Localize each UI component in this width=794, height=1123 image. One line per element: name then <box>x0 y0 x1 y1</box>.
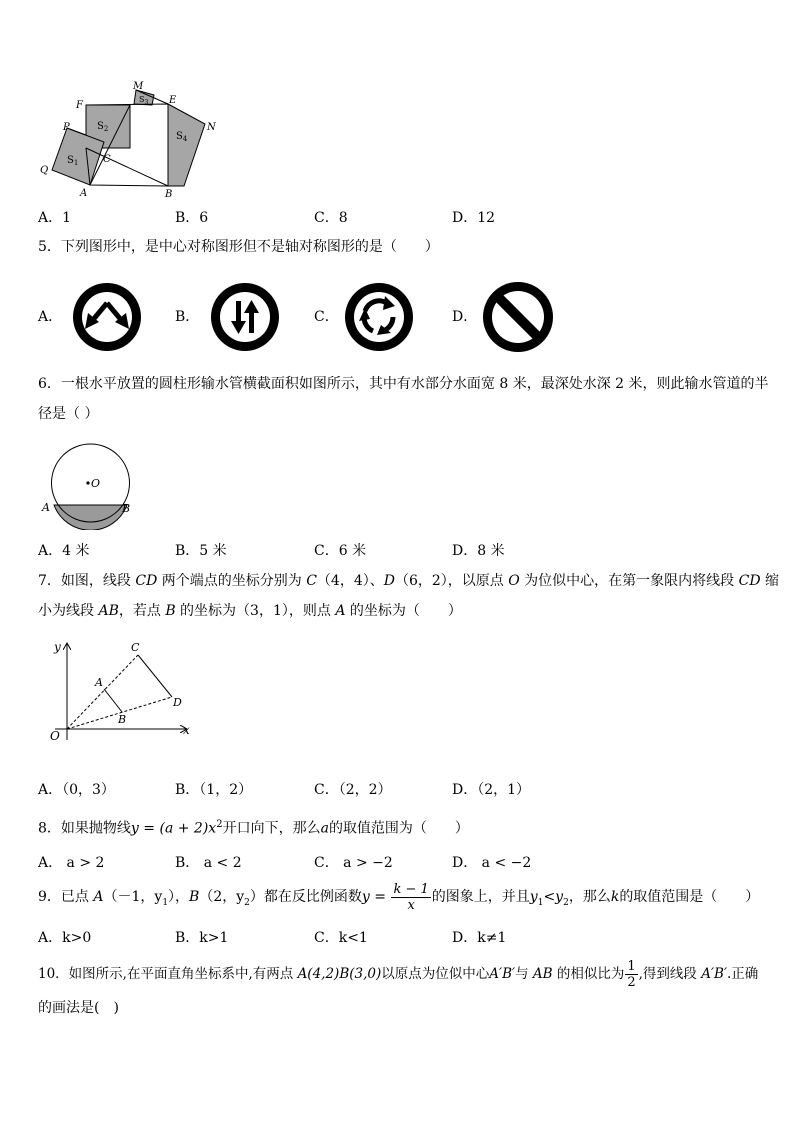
q9-option-b[interactable]: B．k>1 <box>175 930 229 946</box>
q5-option-c-label[interactable]: C． <box>314 309 339 325</box>
q5-option-d-label[interactable]: D． <box>452 309 478 325</box>
segment-ab <box>104 689 122 712</box>
q5-option-a-label[interactable]: A． <box>38 309 63 325</box>
q4-option-a[interactable]: A．1 <box>38 210 72 226</box>
q7-coordinate-figure <box>40 635 200 745</box>
q7-stem-line1: 7．如图，线段 CD 两个端点的坐标分别为 C（4，4）、D（6，2），以原点 O 为位似中心，在第一象限内将线段 CD 缩 <box>38 573 780 589</box>
center-o-dot <box>86 481 89 484</box>
water-segment <box>54 505 127 530</box>
q10-fraction: $\frac{1}{2}$ <box>627 959 636 990</box>
q6-stem-line2: 径是（ ） <box>38 406 99 422</box>
q7-label-a: A <box>95 676 103 689</box>
q4-label-s1: $S_1$ <box>67 155 79 167</box>
q4-label-f: F <box>76 100 83 111</box>
q4-label-b: B <box>165 189 173 200</box>
q6-option-b[interactable]: B．5 米 <box>175 543 227 559</box>
q7-stem-line2: 小为线段 AB，若点 B 的坐标为（3，1），则点 A 的坐标为（ ） <box>38 603 462 619</box>
q5-stem: 5．下列图形中，是中心对称图形但不是轴对称图形的是（ ） <box>38 239 439 255</box>
q6-option-d[interactable]: D．8 米 <box>452 543 505 559</box>
q4-option-b[interactable]: B．6 <box>175 210 209 226</box>
q7-option-c[interactable]: C．（2，2） <box>314 782 392 798</box>
q7-options <box>38 779 758 799</box>
q9-option-a[interactable]: A．k>0 <box>38 930 92 946</box>
q6-label-b: B <box>122 502 131 515</box>
q4-label-a: A <box>80 188 88 199</box>
q4-label-m: M <box>133 81 144 92</box>
roundabout-sign-icon[interactable] <box>343 281 415 353</box>
q6-label-o: O <box>91 477 101 490</box>
q4-options <box>38 207 758 227</box>
q8-option-a[interactable]: A． a > 2 <box>38 855 105 871</box>
q9-fraction: $\frac{k - 1}{x}$ <box>393 881 429 913</box>
segment-ab-diagonal <box>86 148 168 186</box>
q7-label-y: y <box>54 640 61 654</box>
q6-label-a: A <box>42 501 50 514</box>
no-entry-prohibition-sign-icon[interactable] <box>481 280 555 354</box>
q6-option-c[interactable]: C．6 米 <box>314 543 367 559</box>
q8-stem: 8．如果抛物线$y = (a + 2)x^2$开口向下，那么a的取值范围为（ ） <box>38 819 469 837</box>
q4-label-s4: $S_4$ <box>176 131 188 143</box>
q6-stem-line1: 6．一根水平放置的圆柱形输水管横截面积如图所示，其中有水部分水面宽 8 米，最深处水深 2 米，则此输水管道的半 <box>38 376 769 392</box>
q9-options <box>38 927 758 947</box>
q8-option-c[interactable]: C． a > −2 <box>314 855 393 871</box>
q7-label-c: C <box>131 641 140 654</box>
q6-option-a[interactable]: A．4 米 <box>38 543 90 559</box>
two-way-traffic-sign-icon[interactable] <box>209 281 281 353</box>
q4-label-n: N <box>207 122 216 133</box>
q4-label-s2: $S_2$ <box>97 121 109 133</box>
q7-option-b[interactable]: B．（1，2） <box>175 782 253 798</box>
square-s4 <box>168 104 205 186</box>
q8-option-d[interactable]: D． a < −2 <box>452 855 532 871</box>
q10-stem-line1: 10．如图所示,在平面直角坐标系中,有两点 A(4,2)B(3,0)以原点为位似中心A′B′与 AB 的相似比为 $\frac{1}{2}$ ,得到线段 A′B′.正确 <box>38 959 759 990</box>
q4-label-s3: $S_3$ <box>139 95 149 106</box>
q8-option-b[interactable]: B． a < 2 <box>175 855 242 871</box>
q4-option-d[interactable]: D．12 <box>452 210 496 226</box>
q8-options <box>38 852 758 872</box>
q4-option-c[interactable]: C．8 <box>314 210 348 226</box>
diverging-arrows-sign-icon[interactable] <box>71 281 143 353</box>
q5-option-b-label[interactable]: B． <box>175 309 200 325</box>
q7-option-a[interactable]: A．（0，3） <box>38 782 115 798</box>
q4-label-q: Q <box>40 165 49 176</box>
q4-label-e: E <box>169 95 177 106</box>
q7-label-x: x <box>183 723 190 737</box>
q4-squares-figure <box>36 78 226 203</box>
q9-option-c[interactable]: C．k<1 <box>314 930 368 946</box>
q6-pipe-cross-section-figure <box>40 440 140 530</box>
q4-label-c: C <box>103 154 111 165</box>
q9-stem: 9．已点 A（－1，$y_1$），B（2，$y_2$）都在反比例函数y = $\frac{k - 1}{x}$ 的图象上，并且$y_1<y_2$，那么k的取值范围是（ ） <box>38 881 760 913</box>
q7-label-b: B <box>118 713 127 726</box>
segment-cd <box>138 655 172 697</box>
q7-label-o: O <box>50 729 60 743</box>
q10-stem-line2: 的画法是( ) <box>38 1000 119 1016</box>
q7-option-d[interactable]: D．（2，1） <box>452 782 531 798</box>
q6-options <box>38 540 758 560</box>
q4-label-p: P <box>63 122 70 133</box>
q9-option-d[interactable]: D．k≠1 <box>452 930 507 946</box>
q7-label-d: D <box>173 696 182 709</box>
